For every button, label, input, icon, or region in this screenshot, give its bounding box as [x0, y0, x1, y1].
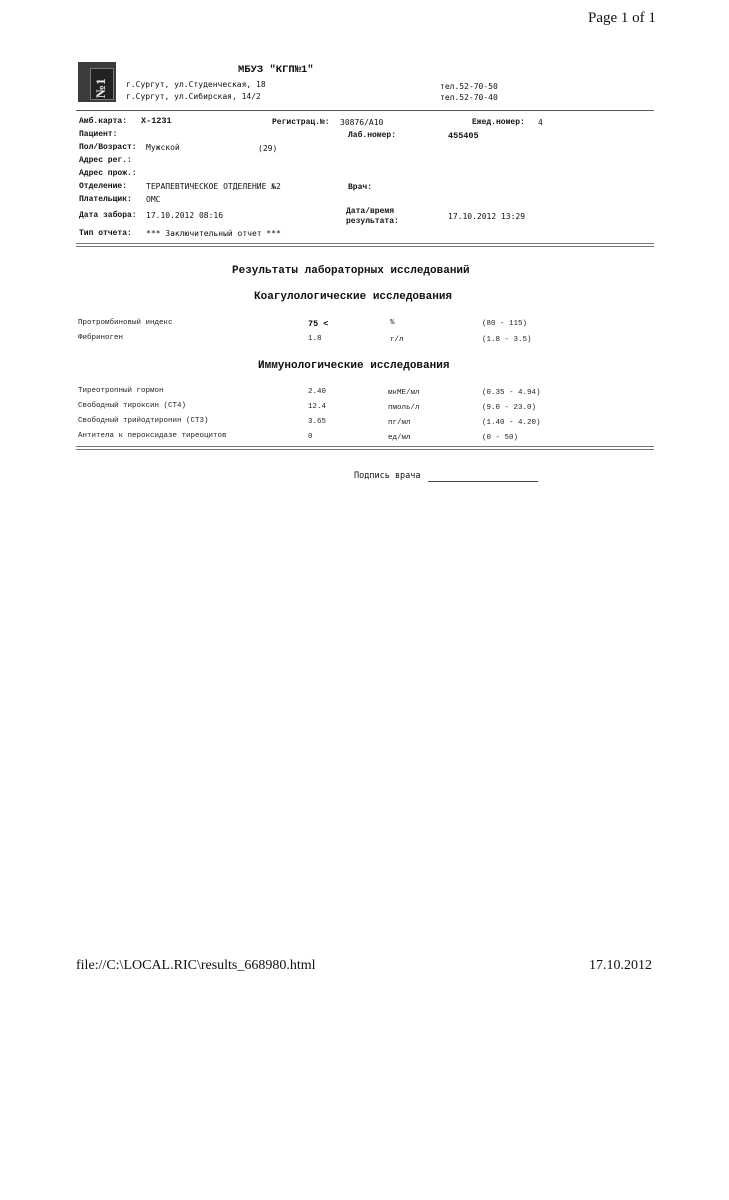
- payer-value: ОМС: [146, 195, 161, 204]
- amb-card-value: Х-1231: [141, 116, 172, 126]
- reg-value: 30876/А10: [340, 118, 384, 127]
- amb-card-label: Амб.карта:: [79, 117, 128, 126]
- test-value: 3.65: [308, 418, 327, 426]
- report-type-label: Тип отчета:: [79, 229, 132, 238]
- test-name: Тиреотропный гормон: [78, 387, 164, 395]
- reg-label: Регистрац.№:: [272, 118, 330, 127]
- gender-age-label: Пол/Возраст:: [79, 143, 137, 152]
- clinic-phone-1: тел.52-70-50: [440, 82, 498, 91]
- section-title-immunology: Иммунологические исследования: [258, 360, 450, 372]
- clinic-address-1: г.Сургут, ул.Студенческая, 18: [126, 80, 266, 89]
- clinic-name: МБУЗ "КГП№1": [238, 64, 314, 76]
- footer-date: 17.10.2012: [589, 958, 652, 973]
- test-value: 75 <: [308, 319, 329, 329]
- page-indicator: Page 1 of 1: [588, 10, 656, 26]
- logo-text: №1: [93, 78, 108, 98]
- result-date-value: 17.10.2012 13:29: [448, 212, 526, 221]
- divider: [76, 446, 654, 447]
- test-name: Фибриноген: [78, 334, 124, 342]
- test-reference: (0.35 - 4.94): [482, 389, 541, 397]
- test-reference: (1.8 - 3.5): [482, 336, 532, 344]
- clinic-logo: [78, 62, 116, 102]
- signature-line: [428, 481, 538, 482]
- result-date-label-2: результата:: [346, 217, 399, 226]
- department-label: Отделение:: [79, 182, 128, 191]
- divider: [76, 243, 654, 244]
- report-type-value: *** Заключительный отчет ***: [146, 229, 281, 238]
- results-title: Результаты лабораторных исследований: [232, 265, 470, 277]
- test-unit: %: [390, 319, 395, 327]
- test-value: 1.8: [308, 335, 322, 343]
- doctor-label: Врач:: [348, 183, 373, 192]
- footer-file-path: file://C:\LOCAL.RIC\results_668980.html: [76, 958, 316, 973]
- section-title-coagulation: Коагулологические исследования: [254, 291, 453, 303]
- test-reference: (1.40 - 4.20): [482, 419, 541, 427]
- test-reference: (9.0 - 23.0): [482, 404, 537, 412]
- sample-date-label: Дата забора:: [79, 211, 137, 220]
- test-unit: пг/мл: [388, 419, 411, 427]
- test-value: 12.4: [308, 403, 327, 411]
- divider: [76, 449, 654, 450]
- test-name: Свободный трийодтиронин (СТ3): [78, 417, 209, 425]
- age-value: (29): [258, 144, 278, 153]
- test-value: 0: [308, 433, 313, 441]
- test-value: 2.40: [308, 388, 327, 396]
- lab-num-label: Лаб.номер:: [348, 131, 397, 140]
- result-date-label-1: Дата/время: [346, 207, 395, 216]
- payer-label: Плательщик:: [79, 195, 132, 204]
- department-value: ТЕРАПЕВТИЧЕСКОЕ ОТДЕЛЕНИЕ №2: [146, 182, 281, 191]
- test-unit: мкМЕ/мл: [388, 389, 420, 397]
- lab-num-value: 455405: [448, 131, 479, 141]
- test-name: Антитела к пероксидазе тиреоцитов: [78, 432, 227, 440]
- test-unit: г/л: [390, 336, 404, 344]
- gender-value: Мужской: [146, 143, 180, 152]
- test-unit: ед/мл: [388, 434, 411, 442]
- divider: [76, 110, 654, 111]
- test-reference: (80 - 115): [482, 320, 528, 328]
- daily-num-value: 4: [538, 118, 543, 127]
- daily-num-label: Ежед.номер:: [472, 118, 525, 127]
- test-name: Протромбиновый индекс: [78, 319, 173, 327]
- address-live-label: Адрес прож.:: [79, 169, 137, 178]
- patient-label: Пациент:: [79, 130, 118, 139]
- test-name: Свободный тироксин (СТ4): [78, 402, 187, 410]
- test-reference: (0 - 50): [482, 434, 519, 442]
- sample-date-value: 17.10.2012 08:16: [146, 211, 224, 220]
- divider: [76, 246, 654, 247]
- signature-label: Подпись врача: [354, 471, 421, 481]
- clinic-address-2: г.Сургут, ул.Сибирская, 14/2: [126, 92, 261, 101]
- address-reg-label: Адрес рег.:: [79, 156, 132, 165]
- test-unit: пмоль/л: [388, 404, 420, 412]
- clinic-phone-2: тел.52-70-40: [440, 93, 498, 102]
